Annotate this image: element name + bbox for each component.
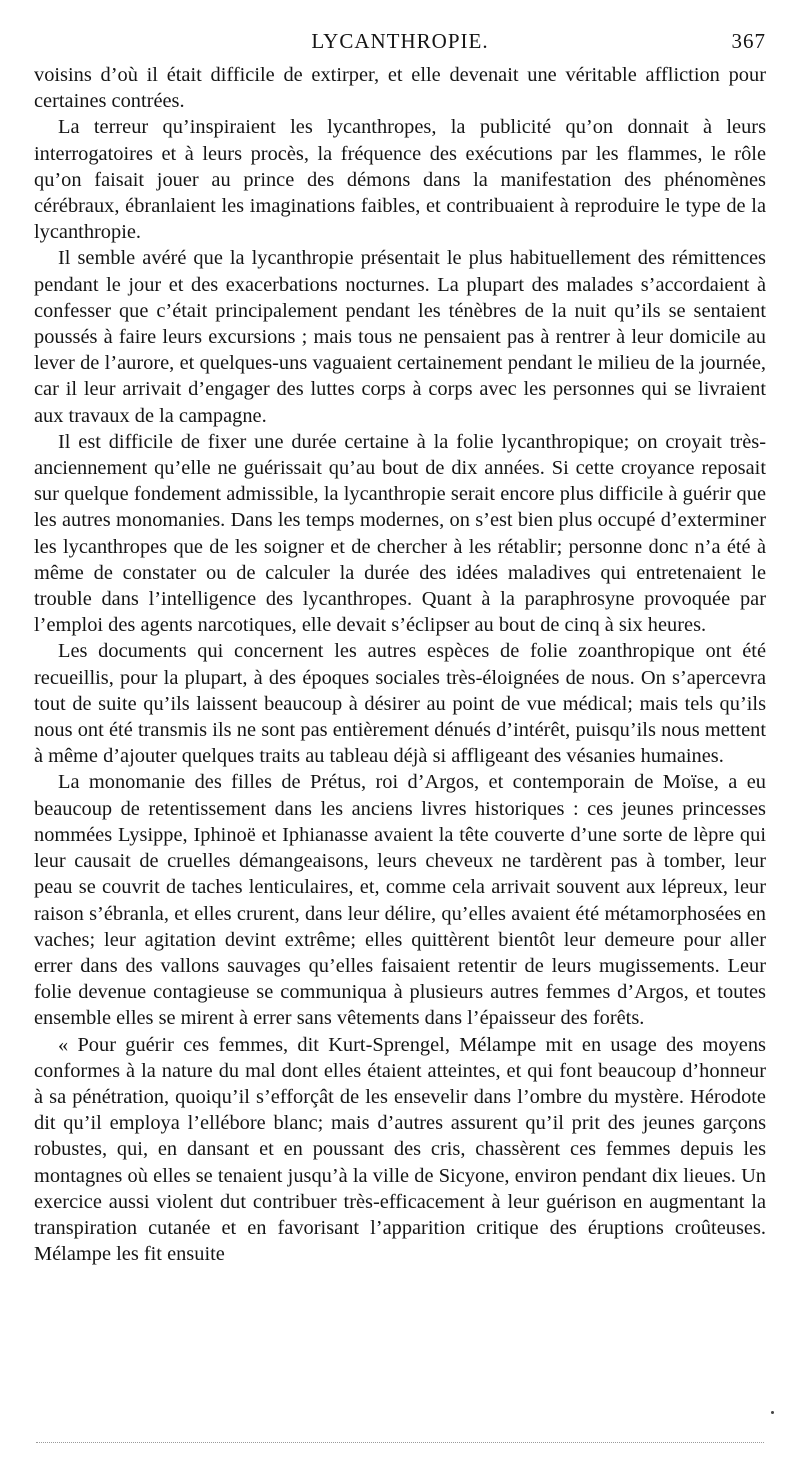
- bottom-dotted-rule: [36, 1442, 764, 1443]
- paragraph: Les documents qui concernent les autres espèces de folie zoanthropique ont été recueillis, pour la plupart, à des époques sociales très-éloignées de nous. On s’apercevra tout de suite qu’ils laissent beaucoup à désirer au point de vue médical; mais tels qu’ils nous ont été transmis ils ne sont pas entièrement dénués d’intérêt, puisqu’ils nous mettent à même d’ajouter quelques traits au tableau déjà si affligeant des vésanies humaines.: [34, 640, 766, 768]
- paragraph: « Pour guérir ces femmes, dit Kurt-Sprengel, Mélampe mit en usage des moyens conformes à la nature du mal dont elles étaient atteintes, et qui font beaucoup d’honneur à sa pénétration, quoiqu’il s’efforçât de les ensevelir dans l’ombre du mystère. Hérodote dit qu’il employa l’ellébore blanc; mais d’autres assurent qu’il prit des jeunes garçons robustes, qui, en dansant et en poussant des cris, chassèrent ces femmes depuis les montagnes où elles se tenaient jusqu’à la ville de Sicyone, environ pendant dix lieues. Un exercice aussi violent dut contribuer très-efficacement à leur guérison en augmentant la transpiration cutanée et en favorisant l’apparition critique des éruptions croûteuses. Mélampe les fit ensuite: [34, 1033, 766, 1266]
- running-title: LYCANTHROPIE.: [311, 29, 489, 53]
- scan-speck: [771, 1411, 774, 1414]
- paragraph: Il est difficile de fixer une durée certaine à la folie lycanthropique; on croyait très-anciennement qu’elle ne guérissait qu’au bout de dix années. Si cette croyance reposait sur quelque fondement admissible, la lycanthropie serait encore plus difficile à guérir que les autres monomanies. Dans les temps modernes, on s’est bien plus occupé d’exterminer les lycanthropes que de les soigner et de chercher à les rétablir; personne donc n’a été à même de constater ou de calculer la durée des idées maladives qui entretenaient le trouble dans l’intelligence des lycanthropes. Quant à la paraphrosyne provoquée par l’emploi des agents narcotiques, elle devait s’éclipser au bout de cinq à six heures.: [34, 430, 766, 637]
- paragraph-continuation: voisins d’où il était difficile de extirper, et elle devenait une véritable affliction pour certaines contrées.: [34, 64, 766, 113]
- book-page: [34, 26, 766, 1267]
- paragraph: Il semble avéré que la lycanthropie présentait le plus habituellement des rémittences pendant le jour et des exacerbations nocturnes. La plupart des malades s’accordaient à confesser que c’était principalement pendant les ténèbres de la nuit qu’ils se sentaient poussés à faire leurs excursions ; mais tous ne pensaient pas à rentrer à leur domicile au lever de l’aurore, et quelques-uns vaguaient certainement pendant le milieu de la journée, car il leur arrivait d’engager des luttes corps à corps avec les personnes qui se livraient aux travaux de la campagne.: [34, 247, 766, 427]
- paragraph: La terreur qu’inspiraient les lycanthropes, la publicité qu’on donnait à leurs interrogatoires et à leurs procès, la fréquence des exécutions par les flammes, le rôle qu’on faisait jouer au prince des démons dans la manifestation des phénomènes cérébraux, ébranlaient les imaginations faibles, et contribuaient à reproduire le type de la lycanthropie.: [34, 116, 766, 244]
- body-text: [34, 62, 766, 1267]
- running-head: [34, 26, 766, 56]
- page-number: 367: [731, 29, 766, 53]
- paragraph: La monomanie des filles de Prétus, roi d’Argos, et contemporain de Moïse, a eu beaucoup de retentissement dans les anciens livres historiques : ces jeunes princesses nommées Lysippe, Iphinoë et Iphianasse avaient la tête couverte d’une sorte de lèpre qui leur causait de cruelles démangeaisons, leurs cheveux ne tardèrent pas à tomber, leur peau se couvrit de taches lenticulaires, et, comme cela arrivait souvent aux lépreux, leur raison s’ébranla, et elles crurent, dans leur délire, qu’elles avaient été métamorphosées en vaches; leur agitation devint extrême; elles quittèrent bientôt leur demeure pour aller errer dans des vallons sauvages qu’elles faisaient retentir de leurs mugissements. Leur folie devenue contagieuse se communiqua à plusieurs autres femmes d’Argos, et toutes ensemble elles se mirent à errer sans vêtements dans l’épaisseur des forêts.: [34, 771, 766, 1030]
